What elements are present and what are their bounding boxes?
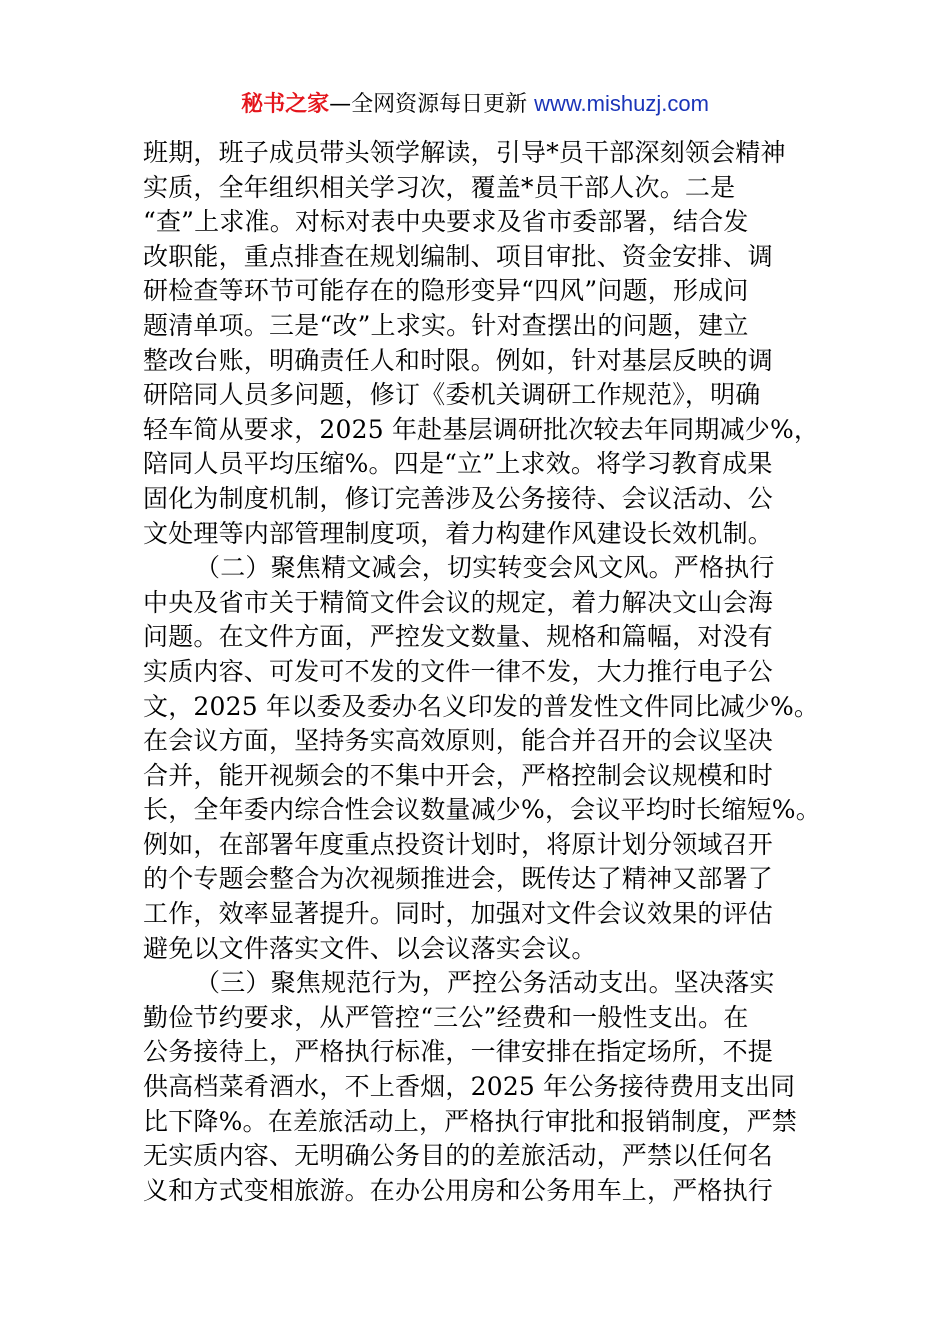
site-tagline: —全网资源每日更新 [329, 92, 535, 117]
text-line: 公务接待上，严格执行标准，一律安排在指定场所，不提 [143, 1037, 774, 1067]
text-line: 陪同人员平均压缩%。四是“立”上求效。将学习教育成果 [143, 449, 773, 479]
site-url-link[interactable]: www.mishuzj.com [534, 91, 709, 116]
section-heading-3: （三）聚焦规范行为，严控公务活动支出。坚决落实 [195, 968, 775, 998]
text-line: 改职能，重点排查在规划编制、项目审批、资金安排、调 [143, 241, 774, 271]
text-line: 整改台账，明确责任人和时限。例如，针对基层反映的调 [143, 345, 774, 375]
text-line: 义和方式变相旅游。在办公用房和公务用车上，严格执行 [143, 1175, 774, 1205]
text-line: 比下降%。在差旅活动上，严格执行审批和报销制度，严禁 [143, 1106, 797, 1136]
text-line: 中央及省市关于精简文件会议的规定，着力解决文山会海 [143, 587, 774, 617]
text-line: 长，全年委内综合性会议数量减少%，会议平均时长缩短%。 [143, 795, 821, 825]
text-line: 文，2025 年以委及委办名义印发的普发性文件同比减少%。 [143, 691, 820, 721]
text-line: 固化为制度机制，修订完善涉及公务接待、会议活动、公 [143, 483, 774, 513]
text-line: 文处理等内部管理制度项，着力构建作风建设长效机制。 [143, 518, 774, 548]
text-line: 研检查等环节可能存在的隐形变异“四风”问题，形成问 [143, 276, 749, 306]
text-line: 轻车简从要求，2025 年赴基层调研批次较去年同期减少%， [143, 414, 820, 444]
text-line: 在会议方面，坚持务实高效原则，能合并召开的会议坚决 [143, 726, 774, 756]
text-line: “查”上求准。对标对表中央要求及省市委部署，结合发 [143, 207, 749, 237]
text-line: 勤俭节约要求，从严管控“三公”经费和一般性支出。在 [143, 1002, 749, 1032]
text-line: 研陪同人员多问题，修订《委机关调研工作规范》，明确 [143, 380, 761, 410]
site-brand: 秘书之家 [241, 92, 330, 117]
text-line: 合并，能开视频会的不集中开会，严格控制会议规模和时 [143, 760, 774, 790]
text-line: 工作，效率显著提升。同时，加强对文件会议效果的评估 [143, 899, 774, 929]
text-line: 问题。在文件方面，严控发文数量、规格和篇幅，对没有 [143, 622, 774, 652]
text-line: 实质内容、可发可不发的文件一律不发，大力推行电子公 [143, 656, 774, 686]
text-line: 题清单项。三是“改”上求实。针对查摆出的问题，建立 [143, 310, 749, 340]
section-heading-2: （二）聚焦精文减会，切实转变会风文风。严格执行 [195, 553, 775, 583]
text-line: 避免以文件落实文件、以会议落实会议。 [143, 933, 597, 963]
text-line: 的个专题会整合为次视频推进会，既传达了精神又部署了 [143, 864, 774, 894]
text-line: 实质，全年组织相关学习次，覆盖*员干部人次。二是 [143, 172, 736, 202]
text-line: 例如，在部署年度重点投资计划时，将原计划分领域召开 [143, 829, 774, 859]
text-line: 班期，班子成员带头领学解读，引导*员干部深刻领会精神 [143, 138, 786, 167]
document-body [143, 136, 823, 1208]
text-line: 供高档菜肴酒水，不上香烟，2025 年公务接待费用支出同 [143, 1072, 796, 1102]
site-header [0, 88, 950, 121]
text-line: 无实质内容、无明确公务目的的差旅活动，严禁以任何名 [143, 1141, 774, 1171]
